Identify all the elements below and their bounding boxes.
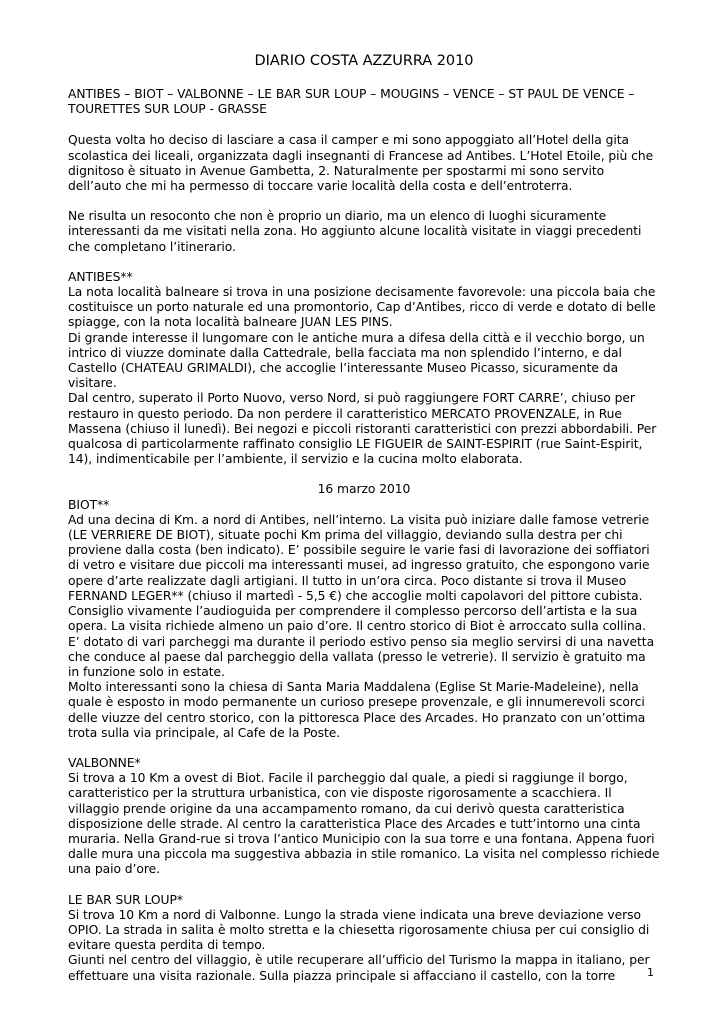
page-number: 1	[647, 966, 654, 979]
section-heading-antibes: ANTIBES**	[68, 269, 133, 284]
route-line: ANTIBES – BIOT – VALBONNE – LE BAR SUR LOUP – MOUGINS – VENCE – ST PAUL DE VENCE – TOURETTES SUR LOUP - GRASSE	[68, 87, 635, 117]
intro-paragraph: Questa volta ho deciso di lasciare a casa il camper e mi sono appoggiato all’Hotel della gita scolastica dei liceali, organizzata dagli insegnanti di Francese ad Antibes. L’Hotel Etoile, più che dignitoso è situato in Avenue Gambetta, 2. Naturalmente per spostarmi mi sono servito dell’auto che mi ha permesso di toccare varie località della costa e dell’entroterra.	[68, 133, 654, 194]
intro-paragraph: Ne risulta un resoconto che non è proprio un diario, ma un elenco di luoghi sicuramente interessanti da me visitati nella zona. Ho aggiunto alcune località visitate in viaggi precedenti che completano l’itinerario.	[68, 209, 642, 254]
bar-sur-loup-paragraph: Giunti nel centro del villaggio, è utile recuperare all’ufficio del Turismo la mappa in italiano, per effettuare una visita razionale. Sulla piazza principale si affacciano il castello, con la torre	[68, 953, 650, 983]
date-line: 16 marzo 2010	[317, 482, 411, 497]
document-page	[68, 52, 660, 984]
bar-sur-loup-paragraph: Si trova 10 Km a nord di Valbonne. Lungo la strada viene indicata una breve deviazione verso OPIO. La strada in salita è molto stretta e la chiesetta rigorosamente chiusa per cui consiglio di evitare questa perdita di tempo.	[68, 907, 650, 953]
biot-paragraph: Molto interessanti sono la chiesa di Santa Maria Maddalena (Eglise St Marie-Madeleine), nella quale è esposto in modo permanente un curioso presepe provenzale, e gli innumerevoli scorci delle viuzze del centro storico, con la pittoresca Place des Arcades. Ho pranzato con un’ottima trota sulla via principale, al Cafe de la Poste.	[68, 680, 646, 740]
section-heading-biot: BIOT**	[68, 497, 110, 512]
biot-paragraph: Ad una decina di Km. a nord di Antibes, nell’interno. La visita può iniziare dalle famose vetrerie (LE VERRIERE DE BIOT), situate pochi Km prima del villaggio, deviando sulla destra per chi proviene dalla costa (ben indicato). E’ possibile seguire le varie fasi di lavorazione dei soffiatori di vetro e visitare due piccoli ma interessanti musei, ad ingresso gratuito, che espongono varie opere d’arte realizzate dagli artigiani. Il tutto in un’ora circa. Poco distante si trova il Museo FERNAND LEGER** (chiuso il martedì - 5,5 €) che accoglie molti capolavori del pittore cubista. Consiglio vivamente l’audioguida per comprendere il complesso percorso dell’artista e la sua opera. La visita richiede almeno un paio d’ore. Il centro storico di Biot è arroccato sulla collina. E’ dotato di vari parcheggi ma durante il periodo estivo penso sia meglio servirsi di una navetta che conduce al paese dal parcheggio della vallata (presso le vetrerie). Il servizio è gratuito ma in funzione solo in estate.	[68, 512, 655, 679]
antibes-paragraph: La nota località balneare si trova in una posizione decisamente favorevole: una piccola baia che costituisce un porto naturale ed una promontorio, Cap d’Antibes, ricco di verde e dotato di belle spiagge, con la nota località balneare JUAN LES PINS.	[68, 285, 656, 330]
section-heading-bar-sur-loup: LE BAR SUR LOUP*	[68, 892, 183, 907]
valbonne-paragraph: Si trova a 10 Km a ovest di Biot. Facile il parcheggio dal quale, a piedi si raggiunge il borgo, caratteristico per la struttura urbanistica, con vie disposte rigorosamente a scacchiera. Il villaggio prende origine da una accampamento romano, da cui derivò questa caratteristica disposizione delle strade. Al centro la caratteristica Place des Arcades e tutt’intorno una cinta muraria. Nella Grand-rue si trova l’antico Municipio con la sua torre e una fontana. Appena fuori dalle mura una piccola ma suggestiva abbazia in stile romanico. La visita nel complesso richiede una paio d’ore.	[68, 771, 660, 877]
section-heading-valbonne: VALBONNE*	[68, 755, 141, 770]
antibes-paragraph: Di grande interesse il lungomare con le antiche mura a difesa della città e il vecchio borgo, un intrico di viuzze dominate dalla Cattedrale, bella facciata ma non splendido l’interno, e dal Castello (CHATEAU GRIMALDI), che accoglie l’interessante Museo Picasso, sicuramente da visitare.	[68, 330, 645, 391]
document-title: DIARIO COSTA AZZURRA 2010	[254, 53, 474, 69]
antibes-paragraph: Dal centro, superato il Porto Nuovo, verso Nord, si può raggiungere FORT CARRE’, chiuso per restauro in questo periodo. Da non perdere il caratteristico MERCATO PROVENZALE, in Rue Massena (chiuso il lunedì). Bei negozi e piccoli ristoranti caratteristici con prezzi abbordabili. Per qualcosa di particolarmente raffinato consiglio LE FIGUEIR de SAINT-ESPIRIT (rue Saint-Espirit, 14), indimenticabile per l’ambiente, il servizio e la cucina molto elaborata.	[68, 391, 657, 467]
